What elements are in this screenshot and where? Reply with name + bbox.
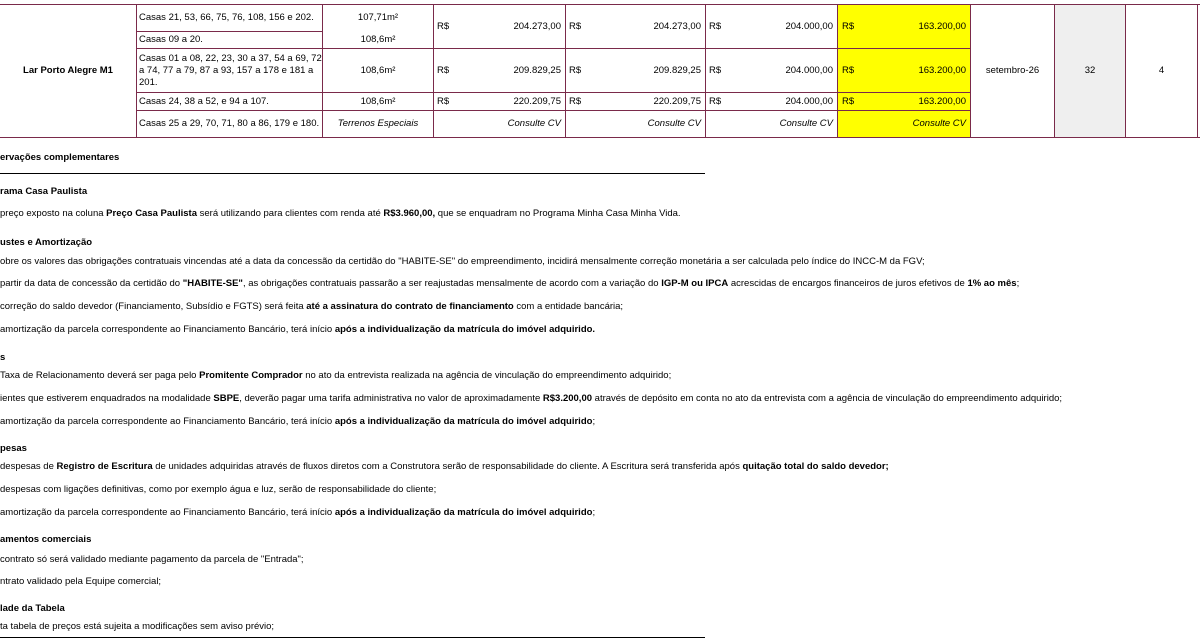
units-row-3: Casas 01 a 08, 22, 23, 30 a 37, 54 a 69, 72 a 74, 77 a 79, 87 a 93, 157 a 178 e 181 a 201. (139, 52, 322, 88)
area-row-1: 107,71m² (357, 12, 399, 23)
reajustes-line-3: correção do saldo devedor (Financiamento, Subsídio e FGTS) será feita até a assinatura do contrato de financiamento com a entidade bancária; (0, 301, 624, 312)
notes-title: ervações complementares (0, 152, 120, 163)
currency-label: R$ (569, 20, 582, 32)
consult-2: Consulte CV (647, 118, 701, 129)
casa-paulista-line-1: preço exposto na coluna Preço Casa Paulista será utilizando para clientes com renda até R$3.960,00, que se enquadram no Programa Minha Casa Minha Vida. (0, 208, 681, 219)
units-row-5: Casas 25 a 29, 70, 71, 80 a 86, 179 e 180. (139, 118, 320, 129)
despesas-line-2: despesas com ligações definitivas, como por exemplo água e luz, serão de responsabilidade do cliente; (0, 484, 437, 495)
procedimentos-line-2: ntrato validado pela Equipe comercial; (0, 576, 162, 587)
area-row-4: 108,6m² (360, 95, 396, 107)
despesas-line-1: despesas de Registro de Escritura de unidades adquiridas através de fluxos diretos com a Construtora serão de responsabilidade do cliente. A Escritura será transferida após quitação total do saldo devedor; (0, 461, 889, 472)
validade-line-1: ta tabela de preços está sujeita a modificações sem aviso prévio; (0, 621, 275, 632)
section-taxas-title: s (0, 352, 6, 363)
currency-label: R$ (437, 95, 450, 107)
reajustes-line-1: obre os valores das obrigações contratuais vincendas até a data da concessão da certidão do "HABITE-SE" do empreendimento, incidirá mensalmente correção monetária a ser calculada pelo índice do INCC-M da FGV; (0, 256, 925, 267)
section-casa-paulista-title: rama Casa Paulista (0, 186, 88, 197)
consult-4: Consulte CV (912, 118, 966, 129)
consult-3: Consulte CV (779, 118, 833, 129)
price-1-g2: 209.829,25 (513, 64, 561, 76)
currency-label: R$ (842, 20, 855, 32)
reajustes-line-4: amortização da parcela correspondente ao Financiamento Bancário, terá início após a individualização da matrícula do imóvel adquirido. (0, 324, 596, 335)
area-row-5: Terrenos Especiais (337, 118, 419, 129)
units-row-2: Casas 09 a 20. (139, 34, 203, 45)
price-4-g2: 163.200,00 (918, 64, 966, 76)
area-row-3: 108,6m² (360, 64, 396, 76)
currency-label: R$ (842, 64, 855, 76)
section-divider (0, 173, 705, 174)
price-1-g3: 220.209,75 (513, 95, 561, 107)
taxas-line-3: amortização da parcela correspondente ao Financiamento Bancário, terá início após a individualização da matrícula do imóvel adquirido; (0, 416, 596, 427)
procedimentos-line-1: contrato só será validado mediante pagamento da parcela de "Entrada"; (0, 554, 304, 565)
section-validade-title: lade da Tabela (0, 603, 65, 614)
section-reajustes-title: ustes e Amortização (0, 237, 93, 248)
area-row-2: 108,6m² (360, 34, 396, 45)
price-2-g2: 209.829,25 (653, 64, 701, 76)
currency-label: R$ (842, 95, 855, 107)
price-4-g3: 163.200,00 (918, 95, 966, 107)
currency-label: R$ (437, 20, 450, 32)
units-row-4: Casas 24, 38 a 52, e 94 a 107. (139, 95, 269, 107)
delivery-date: setembro-26 (985, 65, 1040, 76)
price-2-g1: 204.273,00 (653, 20, 701, 32)
currency-label: R$ (709, 20, 722, 32)
count-4: 4 (1158, 65, 1165, 76)
currency-label: R$ (709, 64, 722, 76)
currency-label: R$ (709, 95, 722, 107)
price-1-g1: 204.273,00 (513, 20, 561, 32)
project-name: Lar Porto Alegre M1 (23, 65, 113, 76)
consult-1: Consulte CV (507, 118, 561, 129)
price-4-g1: 163.200,00 (918, 20, 966, 32)
despesas-line-3: amortização da parcela correspondente ao Financiamento Bancário, terá início após a individualização da matrícula do imóvel adquirido; (0, 507, 596, 518)
section-divider (0, 637, 705, 638)
section-despesas-title: pesas (0, 443, 27, 454)
price-3-g3: 204.000,00 (785, 95, 833, 107)
section-procedimentos-title: amentos comerciais (0, 534, 92, 545)
price-3-g2: 204.000,00 (785, 64, 833, 76)
taxas-line-2: ientes que estiverem enquadrados na modalidade SBPE, deverão pagar uma tarifa administrativa no valor de aproximadamente R$3.200,00 através de depósito em conta no ato da entrevista com a agência de vinculação do empreendimento adquirido; (0, 393, 1063, 404)
currency-label: R$ (569, 95, 582, 107)
units-row-1: Casas 21, 53, 66, 75, 76, 108, 156 e 202. (139, 12, 314, 23)
price-2-g3: 220.209,75 (653, 95, 701, 107)
currency-label: R$ (437, 64, 450, 76)
currency-label: R$ (569, 64, 582, 76)
price-3-g1: 204.000,00 (785, 20, 833, 32)
reajustes-line-2: partir da data de concessão da certidão do "HABITE-SE", as obrigações contratuais passarão a ser reajustadas mensalmente de acordo com a variação do IGP-M ou IPCA acrescidas de encargos financeiros de juros efetivos de 1% ao mês; (0, 278, 1020, 289)
taxas-line-1: Taxa de Relacionamento deverá ser paga pelo Promitente Comprador no ato da entrevista realizada na agência de vinculação do empreendimento adquirido; (0, 370, 672, 381)
count-32: 32 (1084, 65, 1096, 76)
